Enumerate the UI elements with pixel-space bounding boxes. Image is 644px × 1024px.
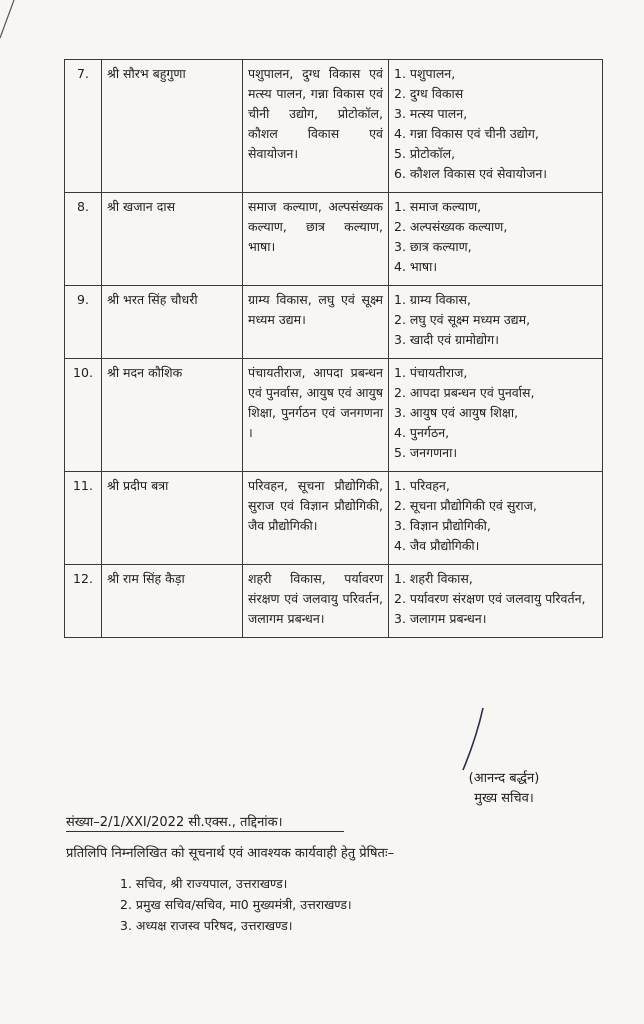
departments-summary	[243, 359, 389, 472]
minister-name: श्री खजान दास	[102, 193, 243, 286]
departments-summary-text: पशुपालन, दुग्ध विकास एवं मत्स्य पालन, गन्ना विकास एवं चीनी उद्योग, प्रोटोकॉल, कौशल विकास एवं सेवायोजन।	[248, 66, 383, 161]
recipient-item: 3. अध्यक्ष राजस्व परिषद, उत्तराखण्ड।	[120, 918, 293, 933]
departments-list	[394, 290, 597, 350]
signatory-block	[424, 769, 584, 809]
copy-forwarded-intro: प्रतिलिपि निम्नलिखित को सूचनार्थ एवं आवश्यक कार्यवाही हेतु प्रेषितः–	[66, 846, 395, 861]
recipient-item: 2. प्रमुख सचिव/सचिव, मा0 मुख्यमंत्री, उत्तराखण्ड।	[120, 897, 352, 912]
departments-summary-text: परिवहन, सूचना प्रौद्योगिकी, सुराज एवं विज्ञान प्रौद्योगिकी, जैव प्रौद्योगिकी।	[248, 478, 383, 533]
departments-summary-text: ग्राम्य विकास, लघु एवं सूक्ष्म मध्यम उद्यम।	[248, 292, 383, 327]
serial-number: 12.	[65, 565, 102, 638]
departments-summary	[243, 60, 389, 193]
department-item: 2. लघु एवं सूक्ष्म मध्यम उद्यम,	[394, 312, 531, 327]
signatory-name: (आनन्द बर्द्धन)	[468, 771, 540, 786]
serial-number: 10.	[65, 359, 102, 472]
department-item: 2. अल्पसंख्यक कल्याण,	[394, 219, 508, 234]
department-item: 1. समाज कल्याण,	[394, 199, 482, 214]
department-item: 1. पशुपालन,	[394, 66, 456, 81]
minister-name: श्री प्रदीप बत्रा	[102, 472, 243, 565]
department-item: 2. सूचना प्रौद्योगिकी एवं सुराज,	[394, 498, 537, 513]
department-item: 1. परिवहन,	[394, 478, 450, 493]
page-edge-mark	[0, 0, 30, 40]
department-item: 1. पंचायतीराज,	[394, 365, 468, 380]
signatory-designation: मुख्य सचिव।	[474, 791, 534, 806]
departments-summary-text: समाज कल्याण, अल्पसंख्यक कल्याण, छात्र कल्याण, भाषा।	[248, 199, 383, 254]
minister-name: श्री राम सिंह कैड़ा	[102, 565, 243, 638]
table-row	[65, 472, 603, 565]
department-item: 3. मत्स्य पालन,	[394, 106, 468, 121]
table-row	[65, 359, 603, 472]
minister-name: श्री भरत सिंह चौधरी	[102, 286, 243, 359]
table-row	[65, 565, 603, 638]
portfolio-allocation-table	[64, 59, 603, 638]
department-item: 4. भाषा।	[394, 259, 438, 274]
departments-list-cell	[389, 286, 603, 359]
department-item: 2. दुग्ध विकास	[394, 86, 464, 101]
serial-number: 8.	[65, 193, 102, 286]
department-item: 3. विज्ञान प्रौद्योगिकी,	[394, 518, 491, 533]
table-row	[65, 286, 603, 359]
department-item: 5. जनगणना।	[394, 445, 458, 460]
minister-name: श्री मदन कौशिक	[102, 359, 243, 472]
reference-underline	[66, 831, 344, 832]
department-item: 2. पर्यावरण संरक्षण एवं जलवायु परिवर्तन,	[394, 591, 586, 606]
departments-summary	[243, 193, 389, 286]
minister-name: श्री सौरभ बहुगुणा	[102, 60, 243, 193]
department-item: 4. जैव प्रौद्योगिकी।	[394, 538, 480, 553]
department-item: 3. आयुष एवं आयुष शिक्षा,	[394, 405, 519, 420]
department-item: 2. आपदा प्रबन्धन एवं पुनर्वास,	[394, 385, 535, 400]
departments-list-cell	[389, 60, 603, 193]
serial-number: 9.	[65, 286, 102, 359]
departments-summary	[243, 472, 389, 565]
departments-list-cell	[389, 472, 603, 565]
departments-list	[394, 197, 597, 277]
table-row	[65, 60, 603, 193]
department-item: 5. प्रोटोकॉल,	[394, 146, 456, 161]
department-item: 3. जलागम प्रबन्धन।	[394, 611, 487, 626]
recipient-list	[120, 873, 352, 936]
departments-list	[394, 569, 597, 629]
departments-summary	[243, 565, 389, 638]
department-item: 6. कौशल विकास एवं सेवायोजन।	[394, 166, 548, 181]
departments-list	[394, 64, 597, 184]
department-item: 4. पुनर्गठन,	[394, 425, 450, 440]
department-item: 1. ग्राम्य विकास,	[394, 292, 471, 307]
departments-list-cell	[389, 565, 603, 638]
departments-list-cell	[389, 193, 603, 286]
reference-number: संख्या–2/1/XXI/2022 सी.एक्स., तद्दिनांक।	[66, 815, 283, 830]
department-item: 3. खादी एवं ग्रामोद्योग।	[394, 332, 499, 347]
signature-stroke	[455, 706, 495, 776]
departments-list	[394, 476, 597, 556]
departments-summary-text: पंचायतीराज, आपदा प्रबन्धन एवं पुनर्वास, आयुष एवं आयुष शिक्षा, पुनर्गठन एवं जनगणना ।	[248, 365, 383, 440]
department-item: 4. गन्ना विकास एवं चीनी उद्योग,	[394, 126, 539, 141]
department-item: 3. छात्र कल्याण,	[394, 239, 472, 254]
departments-summary	[243, 286, 389, 359]
departments-summary-text: शहरी विकास, पर्यावरण संरक्षण एवं जलवायु परिवर्तन, जलागम प्रबन्धन।	[248, 571, 383, 626]
serial-number: 7.	[65, 60, 102, 193]
table-row	[65, 193, 603, 286]
table-body	[65, 60, 603, 638]
serial-number: 11.	[65, 472, 102, 565]
department-item: 1. शहरी विकास,	[394, 571, 473, 586]
departments-list	[394, 363, 597, 463]
departments-list-cell	[389, 359, 603, 472]
recipient-item: 1. सचिव, श्री राज्यपाल, उत्तराखण्ड।	[120, 876, 288, 891]
